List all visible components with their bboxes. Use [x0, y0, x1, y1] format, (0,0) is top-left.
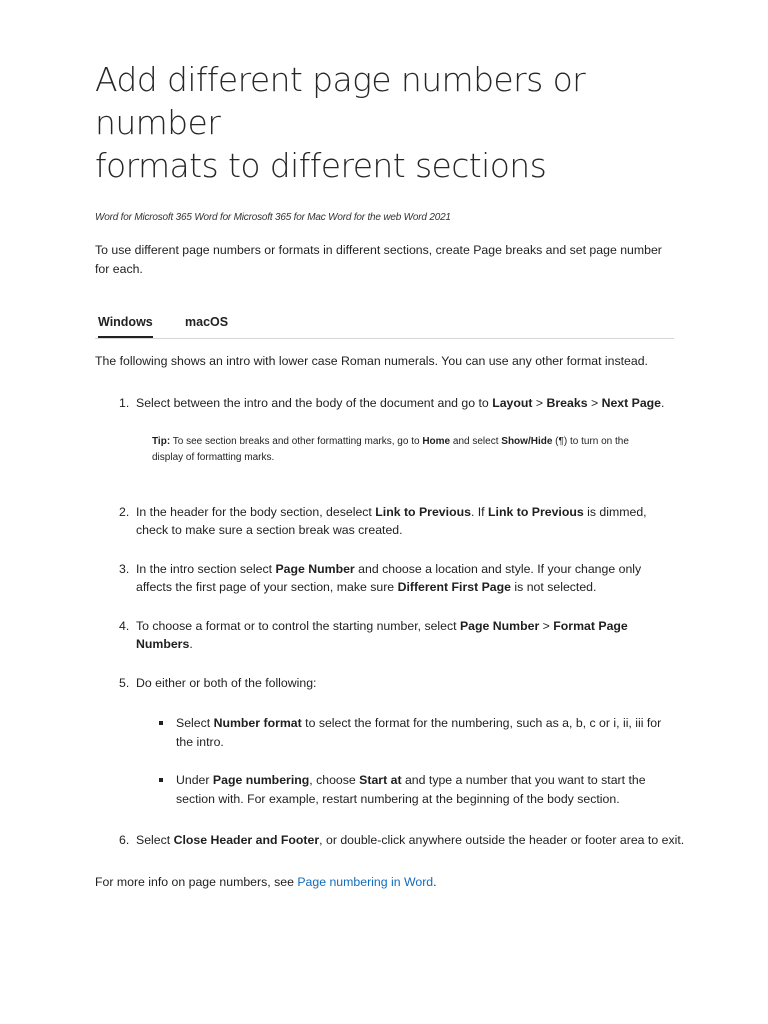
step-text: and choose a location and style. If your change only affects the first page of your section, make sure: [136, 561, 642, 594]
link-to-previous: Link to Previous: [488, 504, 584, 519]
step-6: [95, 831, 696, 850]
close-header-footer: Close Header and Footer: [173, 833, 320, 847]
tip-show-hide: Show/Hide: [501, 435, 553, 447]
tab-windows[interactable]: Windows: [98, 314, 153, 338]
applies-to: Word for Microsoft 365 Word for Microsoft 365 for Mac Word for the web Word 2021: [95, 212, 451, 223]
step-number: 4.: [119, 618, 130, 633]
platform-tabs: [95, 314, 674, 339]
step-text: In the intro section select: [136, 561, 276, 576]
step-2: [95, 503, 676, 540]
bullet-text: , choose: [309, 773, 360, 787]
intro-paragraph: To use different page numbers or formats in different sections, create Page breaks and set page number for each.: [95, 243, 662, 276]
tip-text: (¶) to turn on the display of formatting marks.: [152, 435, 629, 463]
bullets-item: [95, 714, 675, 808]
step-text: , or double-click anywhere outside the header or footer area to exit.: [319, 833, 685, 847]
tip-text: To see section breaks and other formatting marks, go to: [170, 435, 423, 447]
step-text: In the header for the body section, deselect: [136, 504, 376, 519]
different-first-page: Different First Page: [397, 580, 511, 594]
step-number: 5.: [119, 675, 130, 690]
tip-label: Tip:: [152, 435, 171, 447]
step-4: [95, 617, 676, 654]
tip-text: and select: [450, 435, 502, 447]
page-number-command: Page Number: [275, 561, 355, 576]
bullet-page-numbering: [95, 771, 676, 808]
tip-item: [95, 434, 675, 466]
step-3: [95, 560, 676, 597]
bullet-square-icon: [159, 721, 163, 725]
link-to-previous: Link to Previous: [375, 504, 471, 519]
article: [95, 58, 685, 891]
menu-next-page: Next Page: [601, 396, 662, 410]
page-numbering-link[interactable]: Page numbering in Word: [297, 874, 434, 889]
step-number: 1.: [119, 396, 130, 410]
step-text: .: [661, 396, 665, 410]
step-text: Select: [136, 833, 174, 847]
step-text: Select between the intro and the body of the document and go to: [136, 396, 493, 410]
step-5: [95, 674, 676, 693]
format-page-numbers: Format Page Numbers: [136, 618, 628, 651]
step-text: . If: [470, 504, 489, 519]
step-1: [95, 394, 676, 413]
bullet-text: Under: [176, 773, 213, 787]
bullet-text: and type a number that you want to start the section with. For example, restart numbering at the beginning of the body section.: [176, 773, 646, 806]
separator: >: [539, 618, 554, 633]
page-title: [95, 58, 675, 187]
step-number: 3.: [119, 561, 130, 576]
bullet-square-icon: [159, 778, 163, 782]
bullet-text: Select: [176, 716, 214, 730]
tab-macos[interactable]: macOS: [185, 315, 229, 329]
more-info-text: For more info on page numbers, see: [95, 874, 298, 889]
more-info: [95, 873, 675, 891]
bullet-text: to select the format for the numbering, such as a, b, c or i, ii, iii for the intro.: [176, 716, 662, 749]
tip-box: [152, 434, 632, 466]
step-number: 6.: [119, 833, 130, 847]
page-numbering: Page numbering: [212, 773, 310, 787]
page-title-line-1: Add different page numbers or number: [95, 60, 586, 142]
separator: >: [587, 396, 602, 410]
lead-paragraph: The following shows an intro with lower case Roman numerals. You can use any other format instead.: [95, 354, 648, 368]
step-text: is dimmed, check to make sure a section break was created.: [136, 504, 647, 537]
menu-breaks: Breaks: [546, 396, 588, 410]
tip-home: Home: [422, 435, 451, 447]
step-text: .: [189, 637, 193, 651]
step-text: is not selected.: [511, 580, 597, 594]
more-info-text: .: [433, 874, 437, 889]
bullet-list: [95, 714, 675, 808]
step-number: 2.: [119, 504, 130, 519]
steps-list: [95, 394, 685, 850]
separator: >: [532, 396, 547, 410]
number-format: Number format: [213, 716, 302, 730]
page-number-command: Page Number: [459, 618, 540, 633]
page-title-line-2: formats to different sections: [95, 146, 547, 185]
step-text: Do either or both of the following:: [136, 675, 317, 690]
step-text: To choose a format or to control the starting number, select: [136, 618, 460, 633]
start-at: Start at: [359, 773, 402, 787]
bullet-number-format: [95, 714, 676, 751]
menu-layout: Layout: [492, 396, 533, 410]
